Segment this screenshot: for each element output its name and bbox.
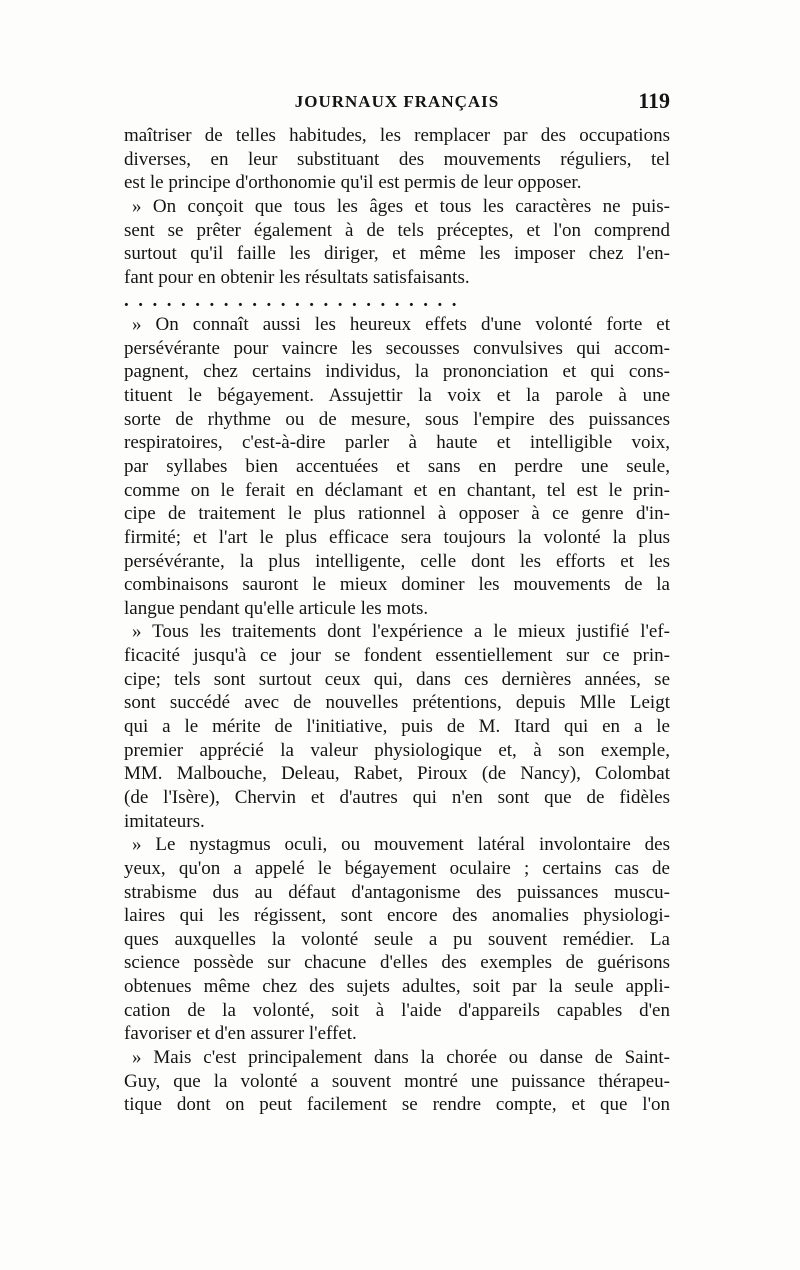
text-line: » Mais c'est principalement dans la chorée ou danse de Saint- [132, 1046, 670, 1068]
text-line: ficacité jusqu'à ce jour se fondent essentiellement sur ce prin- [124, 645, 670, 667]
running-header [124, 88, 670, 120]
text-line: fant pour en obtenir les résultats satisfaisants. [124, 266, 470, 288]
text-line: obtenues même chez des sujets adultes, soit par la seule appli- [124, 976, 670, 998]
text-line: persévérante, la plus intelligente, celle dont les efforts et les [124, 550, 670, 572]
text-line: cipe; tels sont surtout ceux qui, dans ces dernières années, se [124, 668, 670, 690]
text-line: qui a le mérite de l'initiative, puis de M. Itard qui en a le [124, 716, 670, 738]
text-line: combinaisons sauront le mieux dominer les mouvements de la [124, 574, 670, 596]
text-line: comme on le ferait en déclamant et en chantant, tel est le prin- [124, 479, 670, 501]
text-line: favoriser et d'en assurer l'effet. [124, 1023, 357, 1045]
text-line: par syllabes bien accentuées et sans en perdre une seule, [124, 455, 670, 477]
text-line: est le principe d'orthonomie qu'il est permis de leur opposer. [124, 172, 582, 194]
text-line: strabisme dus au défaut d'antagonisme des puissances muscu- [124, 881, 670, 903]
text-line: » Tous les traitements dont l'expérience a le mieux justifié l'ef- [132, 621, 670, 643]
text-line: yeux, qu'on a appelé le bégayement oculaire ; certains cas de [124, 857, 670, 879]
text-line: (de l'Isère), Chervin et d'autres qui n'en sont que de fidèles [124, 786, 670, 808]
text-line: sont succédé avec de nouvelles prétentions, depuis Mlle Leigt [124, 692, 670, 714]
text-line: surtout qu'il faille les diriger, et même les imposer chez l'en- [124, 243, 670, 265]
text-line: pagnent, chez certains individus, la prononciation et qui cons- [124, 361, 670, 383]
text-line: tique dont on peut facilement se rendre compte, et que l'on [124, 1094, 670, 1116]
text-line: sorte de rhythme ou de mesure, sous l'empire des puissances [124, 408, 670, 430]
text-line: maîtriser de telles habitudes, les remplacer par des occupations [124, 125, 670, 146]
text-line: science possède sur chacune d'elles des exemples de guérisons [124, 952, 670, 974]
ellipsis-divider: ........................ [124, 290, 466, 312]
text-line: persévérante pour vaincre les secousses convulsives qui accom- [124, 337, 670, 359]
text-line: imitateurs. [124, 810, 205, 832]
text-line: » Le nystagmus oculi, ou mouvement latéral involontaire des [132, 834, 670, 856]
text-line: firmité; et l'art le plus efficace sera toujours la volonté la plus [124, 526, 670, 548]
text-line: cipe de traitement le plus rationnel à opposer à ce genre d'in- [124, 503, 670, 525]
text-line: premier apprécié la valeur physiologique et, à son exemple, [124, 739, 670, 761]
text-line: MM. Malbouche, Deleau, Rabet, Piroux (de Nancy), Colombat [124, 763, 670, 785]
text-line: respiratoires, c'est-à-dire parler à haute et intelligible voix, [124, 432, 670, 454]
body-text [124, 124, 670, 1117]
text-line: laires qui les régissent, sont encore des anomalies physiologi- [124, 905, 670, 927]
text-line: » On connaît aussi les heureux effets d'une volonté forte et [132, 314, 670, 336]
text-line: diverses, en leur substituant des mouvements réguliers, tel [124, 148, 670, 170]
text-line: » On conçoit que tous les âges et tous les caractères ne puis- [132, 195, 670, 217]
text-line: cation de la volonté, soit à l'aide d'appareils capables d'en [124, 999, 670, 1021]
running-title: JOURNAUX FRANÇAIS [294, 92, 500, 111]
text-line: langue pendant qu'elle articule les mots. [124, 597, 429, 619]
text-line: tituent le bégayement. Assujettir la voix et la parole à une [124, 385, 670, 407]
text-line: Guy, que la volonté a souvent montré une puissance thérapeu- [124, 1070, 670, 1092]
page-number: 119 [638, 88, 670, 113]
text-line: sent se prêter également à de tels préceptes, et l'on comprend [124, 219, 670, 241]
text-line: ques auxquelles la volonté seule a pu souvent remédier. La [124, 928, 670, 950]
